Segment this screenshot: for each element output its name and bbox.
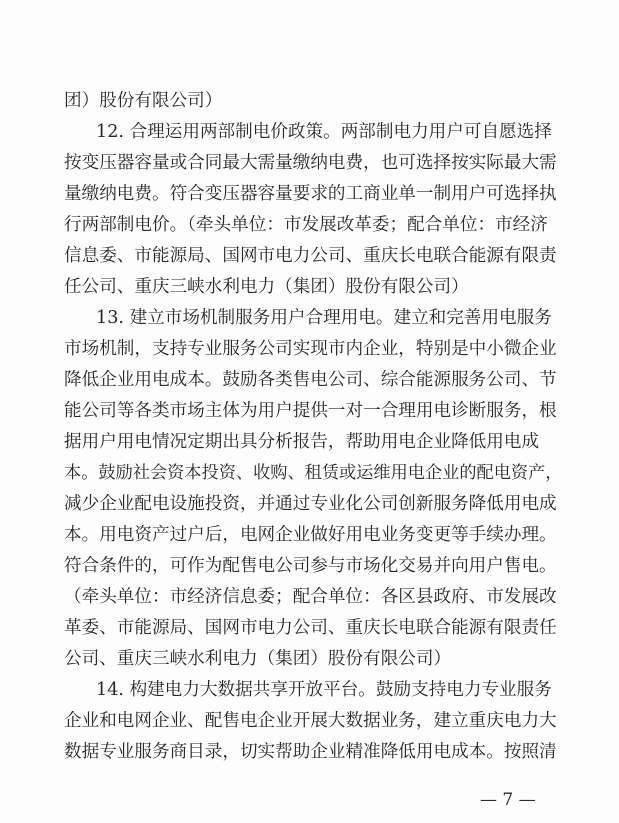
text-line: 市场机制，支持专业服务公司实现市内企业，特别是中小微企业	[64, 339, 557, 359]
text-line: 信息委、市能源局、国网市电力公司、重庆长电联合能源有限责	[64, 246, 557, 266]
text-line: 能公司等各类市场主体为用户提供一对一合理用电诊断服务，根	[64, 401, 557, 421]
text-line: 任公司、重庆三峡水利电力（集团）股份有限公司）	[64, 277, 469, 297]
text-line: 本。鼓励社会资本投资、收购、租赁或运维用电企业的配电资产，	[64, 463, 563, 483]
text-line: 降低企业用电成本。鼓励各类售电公司、综合能源服务公司、节	[64, 370, 557, 390]
text-line: 数据专业服务商目录，切实帮助企业精准降低用电成本。按照清	[64, 742, 557, 762]
page-number: — 7 —	[480, 790, 536, 810]
item-12-heading-line: 12. 合理运用两部制电价政策。两部制电力用户可自愿选择	[96, 122, 552, 142]
text-line: 企业和电网企业、配售电企业开展大数据业务，建立重庆电力大	[64, 711, 557, 731]
text-line: 按变压器容量或合同最大需量缴纳电费，也可选择按实际最大需	[64, 153, 557, 173]
text-line: 量缴纳电费。符合变压器容量要求的工商业单一制用户可选择执	[64, 184, 557, 204]
text-line: 公司、重庆三峡水利电力（集团）股份有限公司）	[64, 649, 452, 669]
text-line: 符合条件的，可作为配售电公司参与市场化交易并向用户售电。	[64, 556, 557, 576]
text-line: 据用户用电情况定期出具分析报告，帮助用电企业降低用电成	[64, 432, 540, 452]
item-13-heading-line: 13. 建立市场机制服务用户合理用电。建立和完善用电服务	[96, 308, 552, 328]
text-line: 革委、市能源局、国网市电力公司、重庆长电联合能源有限责任	[64, 618, 557, 638]
text-line: 团）股份有限公司）	[64, 91, 223, 111]
item-14-heading-line: 14. 构建电力大数据共享开放平台。鼓励支持电力专业服务	[96, 680, 552, 700]
text-line: 减少企业配电设施投资，并通过专业化公司创新服务降低用电成	[64, 494, 557, 514]
text-line: 行两部制电价。（牵头单位：市发展改革委；配合单位：市经济	[64, 215, 548, 235]
text-line: 本。用电资产过户后，电网企业做好用电业务变更等手续办理。	[64, 525, 557, 545]
text-line: （牵头单位：市经济信息委；配合单位：各区县政府、市发展改	[64, 587, 557, 607]
